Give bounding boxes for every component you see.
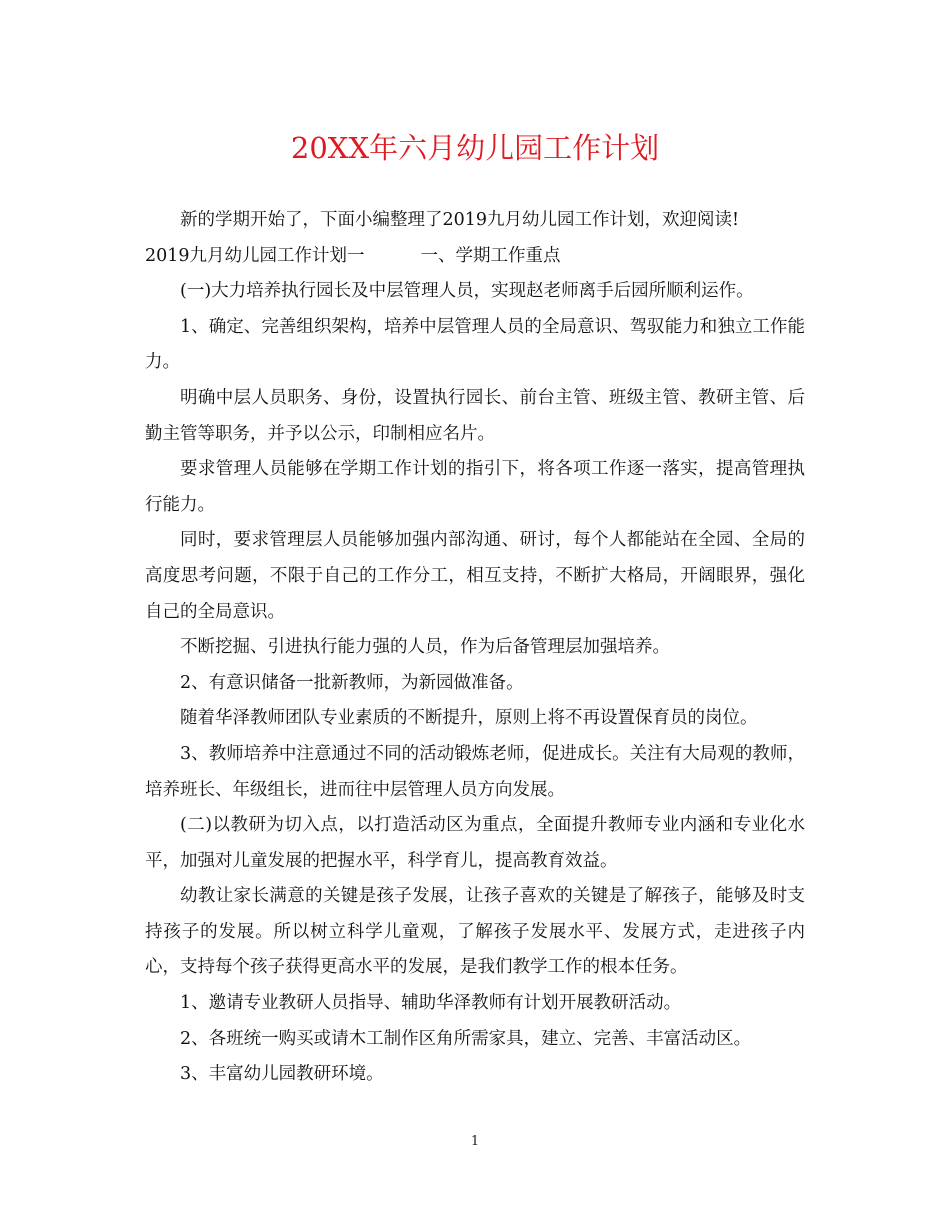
document-title: 20XX年六月幼儿园工作计划 <box>290 131 660 165</box>
paragraph: 随着华泽教师团队专业素质的不断提升，原则上将不再设置保育员的岗位。 <box>180 708 758 729</box>
plan-heading: 2019九月幼儿园工作计划一 <box>145 245 365 266</box>
paragraph: 2、有意识储备一批新教师，为新园做准备。 <box>180 672 524 693</box>
section-heading: 一、学期工作重点 <box>420 245 561 266</box>
intro-paragraph: 新的学期开始了，下面小编整理了2019九月幼儿园工作计划，欢迎阅读! <box>180 210 740 230</box>
plan-heading-line <box>145 239 805 275</box>
page-number: 1 <box>470 1134 480 1149</box>
paragraph: 1、确定、完善组织架构，培养中层管理人员的全局意识、驾驭能力和独立工作能力。 <box>145 316 805 373</box>
paragraph: 3、丰富幼儿园教研环境。 <box>180 1064 384 1085</box>
paragraph: 1、邀请专业教研人员指导、辅助华泽教师有计划开展教研活动。 <box>180 993 682 1014</box>
paragraph: 3、教师培养中注意通过不同的活动锻炼老师，促进成长。关注有大局观的教师，培养班长、年级组长，进而往中层管理人员方向发展。 <box>145 743 805 800</box>
paragraph: 要求管理人员能够在学期工作计划的指引下，将各项工作逐一落实，提高管理执行能力。 <box>145 459 805 515</box>
document-body <box>145 203 805 1093</box>
paragraph: 幼教让家长满意的关键是孩子发展，让孩子喜欢的关键是了解孩子，能够及时支持孩子的发展。所以树立科学儿童观，了解孩子发展水平、发展方式，走进孩子内心，支持每个孩子获得更高水平的发展，是我们教学工作的根本任务。 <box>145 886 805 978</box>
paragraph: 不断挖掘、引进执行能力强的人员，作为后备管理层加强培养。 <box>180 637 670 658</box>
paragraph: 同时，要求管理层人员能够加强内部沟通、研讨，每个人都能站在全园、全局的高度思考问题，不限于自己的工作分工，相互支持，不断扩大格局，开阔眼界，强化自己的全局意识。 <box>145 530 805 622</box>
paragraph: (二)以教研为切入点，以打造活动区为重点，全面提升教师专业内涵和专业化水平，加强对儿童发展的把握水平，科学育儿，提高教育效益。 <box>145 815 805 871</box>
paragraph: 2、各班统一购买或请木工制作区角所需家具，建立、完善、丰富活动区。 <box>180 1028 752 1049</box>
paragraph: 明确中层人员职务、身份，设置执行园长、前台主管、班级主管、教研主管、后勤主管等职务，并予以公示，印制相应名片。 <box>145 387 805 444</box>
paragraph: (一)大力培养执行园长及中层管理人员，实现赵老师离手后园所顺利运作。 <box>180 281 754 302</box>
